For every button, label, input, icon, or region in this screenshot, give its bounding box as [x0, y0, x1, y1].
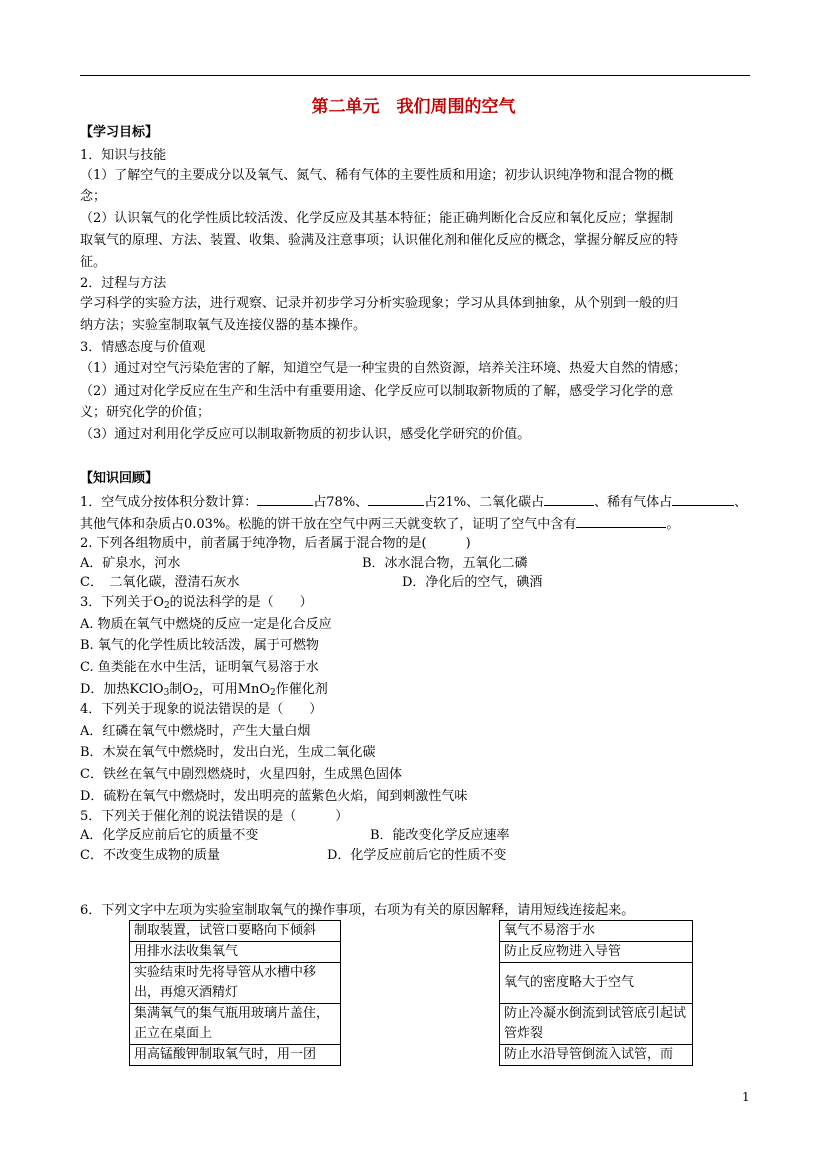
q6-stem: 6．下列文字中左项为实验室制取氧气的操作事项，右项为有关的原因解释，请用短线连接起来。	[80, 903, 635, 918]
q1-blank-water-vapor[interactable]	[576, 515, 666, 528]
q3-option-c[interactable]: C. 鱼类能在水中生活，证明氧气易溶于水	[80, 660, 319, 675]
q3-stem-b: 的说法科学的是（ ）	[169, 595, 313, 610]
q2-stem: 2. 下列各组物质中，前者属于纯净物，后者属于混合物的是( )	[80, 536, 471, 551]
page-title: 第二单元 我们周围的空气	[311, 97, 516, 117]
table-row	[130, 921, 693, 942]
q1-text-d: 、稀有气体占	[594, 495, 673, 510]
q5-option-d[interactable]: D．化学反应前后它的性质不变	[327, 848, 507, 863]
q4-option-d[interactable]: D．硫粉在氧气中燃烧时，发出明亮的蓝紫色火焰，闻到刺激性气味	[80, 789, 468, 804]
goals-s3-p3: （3）通过对利用化学反应可以制取新物质的初步认识，感受化学研究的价值。	[80, 427, 531, 442]
goals-heading: 【学习目标】	[80, 125, 159, 140]
q3-d-a: D．加热KClO	[80, 682, 164, 697]
q1-blank-noble-gas[interactable]	[672, 493, 734, 506]
q4-stem: 4．下列关于现象的说法错误的是（ ）	[80, 702, 323, 717]
goals-s1-p2-line3: 征。	[80, 255, 107, 270]
goals-s1-p2-line1: （2）认识氧气的化学性质比较活泼、化学反应及其基本特征；能正确判断化合反应和氧化反应；掌握制	[80, 211, 674, 226]
goals-s3-p2-line1: （2）通过对化学反应在生产和生活中有重要用途、化学反应可以制取新物质的了解，感受学习化学的意	[80, 384, 674, 399]
q3-stem-sub: 2	[163, 601, 170, 611]
q3-option-d[interactable]	[80, 682, 328, 701]
goals-s1-p1-line1: （1）了解空气的主要成分以及氧气、氮气、稀有气体的主要性质和用途；初步认识纯净物和混合物的概	[80, 168, 674, 183]
connect-area[interactable]	[341, 921, 500, 1066]
goals-s1-title: 1．知识与技能	[80, 148, 167, 163]
match-right-2[interactable]: 防止反应物进入导管	[500, 942, 693, 963]
q1-text-c: 占21%、二氧化碳占	[424, 495, 545, 510]
q3-stem	[80, 595, 313, 614]
q3-stem-a: 3．下列关于O	[80, 595, 164, 610]
q1-line1	[80, 493, 747, 511]
match-left-5[interactable]: 用高锰酸钾制取氧气时，用一团	[130, 1045, 341, 1066]
goals-s2-line2: 纳方法；实验室制取氧气及连接仪器的基本操作。	[80, 318, 367, 333]
q5-option-b[interactable]: B．能改变化学反应速率	[370, 828, 510, 843]
q1-text-a: 1．空气成分按体积分数计算：	[80, 495, 258, 510]
q1-blank-co2[interactable]	[544, 493, 594, 506]
q3-option-b[interactable]: B. 氧气的化学性质比较活泼，属于可燃物	[80, 638, 319, 653]
match-left-1[interactable]: 制取装置，试管口要略向下倾斜	[130, 921, 341, 942]
match-right-5[interactable]: 防止水沿导管倒流入试管，而	[500, 1045, 693, 1066]
goals-s3-title: 3．情感态度与价值观	[80, 340, 206, 355]
match-left-2[interactable]: 用排水法收集氧气	[130, 942, 341, 963]
q1-text-l2b: 。	[666, 517, 680, 532]
goals-s3-p2-line2: 义；研究化学的价值；	[80, 405, 211, 420]
q3-d-d: 作催化剂	[275, 682, 328, 697]
match-left-3[interactable]: 实验结束时先将导管从水槽中移出，再熄灭酒精灯	[130, 963, 341, 1004]
q3-d-b: 制O	[169, 682, 193, 697]
q4-option-b[interactable]: B．木炭在氧气中燃烧时，发出白光，生成二氧化碳	[80, 745, 376, 760]
q2-option-d[interactable]: D．净化后的空气，碘酒	[402, 575, 543, 590]
goals-s2-title: 2．过程与方法	[80, 276, 167, 291]
q3-d-c: ，可用MnO	[198, 682, 271, 697]
goals-s1-p2-line2: 取氧气的原理、方法、装置、收集、验满及注意事项；认识催化剂和催化反应的概念，掌握分解反应的特	[80, 233, 679, 248]
q1-text-b: 占78%、	[313, 495, 369, 510]
goals-s1-p1-line2: 念；	[80, 189, 107, 204]
q2-option-a[interactable]: A．矿泉水，河水	[80, 556, 181, 571]
q4-option-a[interactable]: A．红磷在氧气中燃烧时，产生大量白烟	[80, 724, 311, 739]
q2-option-b[interactable]: B．冰水混合物，五氧化二磷	[362, 556, 528, 571]
header-rule	[80, 75, 750, 76]
q1-line2	[80, 515, 679, 533]
q1-text-l2a: 其他气体和杂质占0.03%。松脆的饼干放在空气中两三天就变软了，证明了空气中含有	[80, 517, 577, 532]
matching-table	[129, 920, 693, 1066]
q3-d-sub1: 3	[163, 688, 170, 698]
q5-stem: 5．下列关于催化剂的说法错误的是（ ）	[80, 809, 349, 824]
q5-option-a[interactable]: A．化学反应前后它的质量不变	[80, 828, 259, 843]
q3-d-sub3: 2	[270, 688, 276, 698]
q1-text-e: 、	[734, 495, 748, 510]
goals-s2-line1: 学习科学的实验方法，进行观察、记录并初步学习分析实验现象；学习从具体到抽象，从个别到一般的归	[80, 296, 679, 311]
q1-blank-nitrogen[interactable]	[257, 493, 313, 506]
q3-option-a[interactable]: A. 物质在氧气中燃烧的反应一定是化合反应	[80, 617, 332, 632]
q2-option-c[interactable]: C． 二氧化碳，澄清石灰水	[80, 575, 240, 590]
q5-option-c[interactable]: C．不改变生成物的质量	[80, 848, 220, 863]
match-right-1[interactable]: 氧气不易溶于水	[500, 921, 693, 942]
q4-option-c[interactable]: C．铁丝在氧气中剧烈燃烧时，火星四射，生成黑色固体	[80, 767, 402, 782]
q3-d-sub2: 2	[192, 688, 199, 698]
match-right-3[interactable]: 氧气的密度略大于空气	[500, 963, 693, 1004]
review-heading: 【知识回顾】	[80, 471, 159, 486]
match-left-4[interactable]: 集满氧气的集气瓶用玻璃片盖住，正立在桌面上	[130, 1004, 341, 1045]
match-right-4[interactable]: 防止冷凝水倒流到试管底引起试管炸裂	[500, 1004, 693, 1045]
page-number: 1	[742, 1090, 750, 1104]
q1-blank-oxygen[interactable]	[368, 493, 424, 506]
goals-s3-p1: （1）通过对空气污染危害的了解，知道空气是一种宝贵的自然资源，培养关注环境、热爱大自然的情感；	[80, 361, 687, 376]
